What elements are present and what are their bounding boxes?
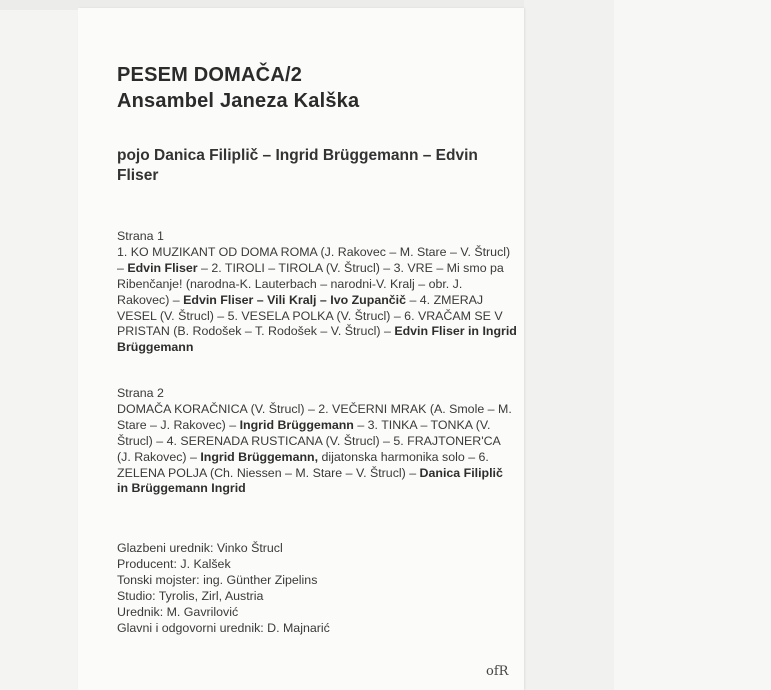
background-left-edge xyxy=(0,0,78,690)
credit-line: Urednik: M. Gavrilović xyxy=(117,604,239,619)
credits-block xyxy=(117,541,330,636)
track-segment: – 3. TINKA – TONKA (V. Štrucl) – 4. SERENADA RUSTICANA (V. Štrucl) – 5. FRAJTONER'CA (J. Rakovec) – xyxy=(117,417,501,464)
credit-line: Producent: J. Kalšek xyxy=(117,556,231,571)
publisher-mark: ofR xyxy=(486,664,509,679)
side-1-tracklist xyxy=(117,245,517,356)
album-title: PESEM DOMAČA/2 xyxy=(117,64,303,86)
background-fold xyxy=(524,0,614,690)
performer-name: Ingrid Brüggemann xyxy=(239,417,354,432)
credit-line: Glavni i odgovorni urednik: D. Majnarić xyxy=(117,620,330,635)
track-segment: 1. KO MUZIKANT OD DOMA ROMA (J. Rakovec – M. Stare – V. Štrucl) – xyxy=(117,244,511,275)
credit-line: Tonski mojster: ing. Günther Zipelins xyxy=(117,572,318,587)
performer-name: Edvin Fliser – Vili Kralj – Ivo Zupančič xyxy=(183,292,407,307)
ensemble-name: Ansambel Janeza Kalška xyxy=(117,90,360,112)
side-1-block xyxy=(117,229,517,356)
track-segment: – 2. TIROLI – TIROLA (V. Štrucl) – 3. VRE – Mi smo pa Ribenčanje! (narodna-K. Lauterbach – narodni-V. Kralj – obr. J. Rakovec) – xyxy=(117,260,504,307)
side-2-tracklist xyxy=(117,402,517,497)
side-2-block xyxy=(117,386,517,497)
credit-line: Studio: Tyrolis, Zirl, Austria xyxy=(117,588,264,603)
track-segment: DOMAČA KORAČNICA (V. Štrucl) – 2. VEČERNI MRAK (A. Smole – M. Stare – J. Rakovec) – xyxy=(117,401,512,432)
credit-line: Glazbeni urednik: Vinko Štrucl xyxy=(117,541,283,555)
side-2-heading: Strana 2 xyxy=(117,386,164,400)
side-1-heading: Strana 1 xyxy=(117,229,164,243)
performer-name: Ingrid Brüggemann, xyxy=(200,449,319,464)
performer-name: Danica Filiplič in Brüggemann Ingrid xyxy=(117,465,503,496)
singers-line: pojo Danica Filiplič – Ingrid Brüggemann – Edvin Fliser xyxy=(117,147,478,184)
background-right-panel xyxy=(614,0,771,690)
performer-name: Edvin Fliser in Ingrid Brüggemann xyxy=(117,324,517,355)
performer-name: Edvin Fliser xyxy=(127,260,198,275)
track-segment: – 4. ZMERAJ VESEL (V. Štrucl) – 5. VESELA POLKA (V. Štrucl) – 6. VRAČAM SE V PRISTAN (B. Rodošek – T. Rodošek – V. Štrucl) – xyxy=(117,292,503,339)
track-segment: dijatonska harmonika solo – 6. ZELENA POLJA (Ch. Niessen – M. Stare – V. Štrucl) – xyxy=(117,449,489,480)
